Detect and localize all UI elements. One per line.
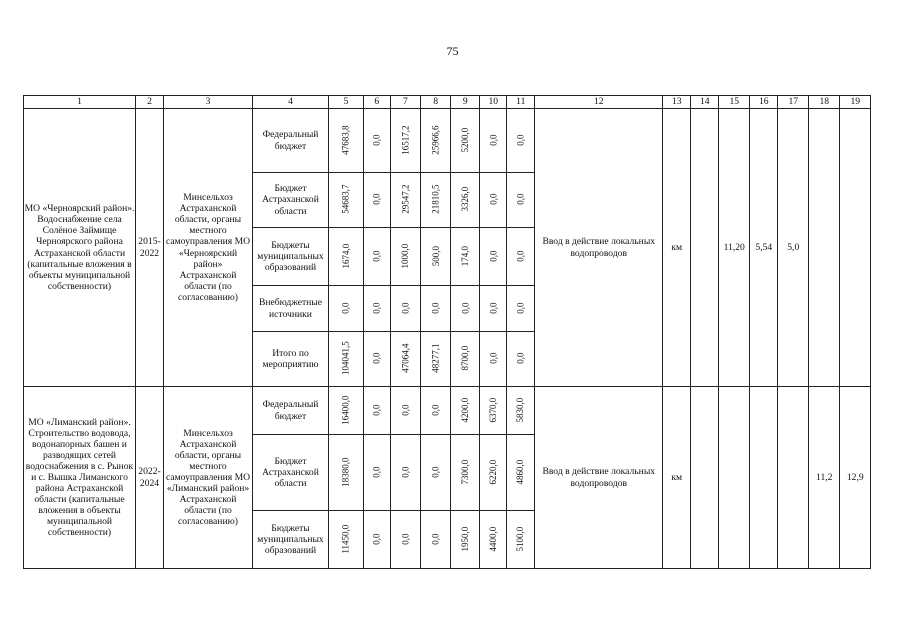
funding-source: Бюджет Астраханской области (253, 173, 329, 228)
funding-value: 4400,0 (488, 526, 499, 552)
funding-value: 0,0 (400, 533, 411, 545)
funding-value-cell (480, 511, 507, 569)
funding-value: 0,0 (515, 194, 526, 206)
funding-value: 18380,0 (340, 457, 351, 487)
funding-value: 0,0 (515, 353, 526, 365)
indicator-unit: км (663, 109, 691, 387)
header-cell: 8 (421, 96, 451, 109)
indicator-value-c16: 5,54 (750, 109, 778, 387)
indicator-name: Ввод в действие локальных водопроводов (535, 109, 663, 387)
funding-value-cell (480, 109, 507, 173)
header-cell: 10 (480, 96, 507, 109)
funding-value: 47064,4 (400, 344, 411, 374)
header-cell: 11 (507, 96, 535, 109)
funding-value: 0,0 (488, 302, 499, 314)
funding-source: Федеральный бюджет (253, 387, 329, 435)
funding-value-cell (451, 228, 480, 286)
funding-value: 21810,5 (430, 185, 441, 215)
funding-value-cell (390, 387, 420, 435)
funding-value-cell (421, 332, 451, 387)
header-cell: 3 (164, 96, 253, 109)
funding-value: 3326,0 (460, 187, 471, 213)
measure-description: МО «Лиманский район». Строительство водовода, водонапорных башен и разводящих сетей водоснабжения в с. Рынок и с. Вышка Лиманского района Астраханской области (капитальные вложения в объекты муниципальной собственности) (24, 387, 136, 569)
funding-value: 6220,0 (488, 459, 499, 485)
funding-value-cell (451, 286, 480, 332)
funding-value-cell (363, 387, 390, 435)
funding-value: 174,0 (460, 246, 471, 267)
funding-value: 0,0 (400, 404, 411, 416)
funding-value: 0,0 (488, 250, 499, 262)
funding-value-cell (480, 387, 507, 435)
funding-value: 7300,0 (460, 459, 471, 485)
funding-source: Бюджеты муниципальных образований (253, 511, 329, 569)
indicator-value-c17: 5,0 (778, 109, 809, 387)
funding-value-cell (363, 332, 390, 387)
indicator-value-c14 (691, 109, 719, 387)
funding-value-cell (390, 173, 420, 228)
funding-value-cell (507, 228, 535, 286)
indicator-value-c18: 11,2 (809, 387, 840, 569)
funding-value-cell (390, 435, 420, 511)
funding-value: 0,0 (488, 194, 499, 206)
indicator-value-c19 (840, 109, 871, 387)
funding-value-cell (390, 511, 420, 569)
funding-value-cell (329, 173, 364, 228)
funding-value-cell (329, 109, 364, 173)
measure-executor: Минсельхоз Астраханской области, органы местного самоуправления МО «Лиманский район» Астраханской области (по согласованию) (164, 387, 253, 569)
header-cell: 14 (691, 96, 719, 109)
indicator-value-c15: 11,20 (719, 109, 750, 387)
funding-value: 5200,0 (460, 127, 471, 153)
funding-value-cell (390, 228, 420, 286)
funding-value-cell (421, 109, 451, 173)
funding-value: 16517,2 (400, 125, 411, 155)
funding-source: Бюджет Астраханской области (253, 435, 329, 511)
measure-period: 2022-2024 (136, 387, 164, 569)
funding-value: 11450,0 (340, 524, 351, 554)
funding-value-cell (363, 109, 390, 173)
funding-value: 6370,0 (488, 397, 499, 423)
page-number: 75 (446, 44, 459, 58)
funding-value: 0,0 (371, 194, 382, 206)
funding-value-cell (507, 173, 535, 228)
funding-value: 0,0 (400, 302, 411, 314)
funding-value: 0,0 (460, 302, 471, 314)
funding-value-cell (421, 511, 451, 569)
funding-value: 29547,2 (400, 185, 411, 215)
measure-period: 2015-2022 (136, 109, 164, 387)
funding-value-cell (363, 173, 390, 228)
funding-value-cell (329, 228, 364, 286)
funding-value: 0,0 (340, 302, 351, 314)
funding-value-cell (421, 173, 451, 228)
table-row (24, 387, 871, 435)
indicator-value-c17 (778, 387, 809, 569)
funding-value: 5100,0 (515, 526, 526, 552)
funding-value: 5830,0 (515, 397, 526, 423)
header-cell: 18 (809, 96, 840, 109)
funding-value-cell (451, 387, 480, 435)
funding-source: Внебюджетные источники (253, 286, 329, 332)
header-cell: 9 (451, 96, 480, 109)
funding-value: 48277,1 (430, 344, 441, 374)
funding-value-cell (507, 109, 535, 173)
header-cell: 16 (750, 96, 778, 109)
funding-value-cell (421, 228, 451, 286)
funding-value-cell (507, 286, 535, 332)
funding-value-cell (363, 286, 390, 332)
funding-value-cell (480, 286, 507, 332)
funding-value-cell (329, 332, 364, 387)
funding-value: 0,0 (430, 404, 441, 416)
funding-value: 0,0 (515, 250, 526, 262)
funding-value: 25966,6 (430, 125, 441, 155)
funding-value-cell (507, 435, 535, 511)
funding-value-cell (390, 286, 420, 332)
funding-value: 0,0 (371, 250, 382, 262)
indicator-value-c14 (691, 387, 719, 569)
header-cell: 6 (363, 96, 390, 109)
funding-value: 4860,0 (515, 459, 526, 485)
program-table (23, 95, 871, 569)
funding-value-cell (363, 435, 390, 511)
funding-value: 16400,0 (340, 395, 351, 425)
indicator-unit: км (663, 387, 691, 569)
funding-value: 0,0 (371, 404, 382, 416)
indicator-value-c18 (809, 109, 840, 387)
indicator-value-c16 (750, 387, 778, 569)
funding-value-cell (421, 435, 451, 511)
funding-value-cell (390, 332, 420, 387)
funding-source: Федеральный бюджет (253, 109, 329, 173)
measure-executor: Минсельхоз Астраханской области, органы местного самоуправления МО «Черноярский район» Астраханской области (по согласованию) (164, 109, 253, 387)
header-cell: 17 (778, 96, 809, 109)
funding-value: 0,0 (488, 353, 499, 365)
funding-value-cell (507, 332, 535, 387)
funding-value: 0,0 (400, 466, 411, 478)
funding-value-cell (390, 109, 420, 173)
header-cell: 7 (390, 96, 420, 109)
funding-value: 0,0 (430, 533, 441, 545)
funding-value: 0,0 (430, 302, 441, 314)
funding-value-cell (451, 173, 480, 228)
funding-value: 0,0 (515, 302, 526, 314)
funding-value: 54683,7 (340, 185, 351, 215)
funding-value: 0,0 (430, 466, 441, 478)
funding-value: 0,0 (371, 466, 382, 478)
funding-value: 8700,0 (460, 346, 471, 372)
funding-value: 0,0 (371, 533, 382, 545)
header-cell: 15 (719, 96, 750, 109)
header-cell: 12 (535, 96, 663, 109)
funding-value-cell (451, 109, 480, 173)
funding-value-cell (480, 435, 507, 511)
funding-value-cell (507, 511, 535, 569)
indicator-value-c19: 12,9 (840, 387, 871, 569)
funding-value: 0,0 (371, 134, 382, 146)
header-cell: 2 (136, 96, 164, 109)
funding-value-cell (507, 387, 535, 435)
header-cell: 19 (840, 96, 871, 109)
header-row (24, 96, 871, 109)
funding-value: 4200,0 (460, 397, 471, 423)
measure-description: МО «Черноярский район». Водоснабжение села Солёное Займище Черноярского района Астраханской области (капитальные вложения в объекты муниципальной собственности) (24, 109, 136, 387)
funding-source: Итого по мероприятию (253, 332, 329, 387)
funding-value-cell (421, 387, 451, 435)
funding-value-cell (451, 511, 480, 569)
funding-value-cell (480, 332, 507, 387)
funding-value: 104041,5 (340, 341, 351, 376)
funding-value: 0,0 (371, 353, 382, 365)
funding-value-cell (480, 228, 507, 286)
header-cell: 4 (253, 96, 329, 109)
funding-value: 500,0 (430, 246, 441, 267)
funding-value: 47683,8 (340, 125, 351, 155)
indicator-name: Ввод в действие локальных водопроводов (535, 387, 663, 569)
funding-value: 1000,0 (400, 243, 411, 269)
header-cell: 13 (663, 96, 691, 109)
funding-value-cell (363, 228, 390, 286)
funding-value-cell (329, 286, 364, 332)
funding-value-cell (329, 511, 364, 569)
header-cell: 1 (24, 96, 136, 109)
indicator-value-c15 (719, 387, 750, 569)
funding-value-cell (480, 173, 507, 228)
table-row (24, 109, 871, 173)
funding-value-cell (421, 286, 451, 332)
funding-value-cell (451, 332, 480, 387)
funding-value-cell (329, 387, 364, 435)
funding-value-cell (363, 511, 390, 569)
funding-value: 0,0 (515, 134, 526, 146)
funding-source: Бюджеты муниципальных образований (253, 228, 329, 286)
funding-value: 0,0 (371, 302, 382, 314)
funding-value: 1674,0 (340, 243, 351, 269)
funding-value: 0,0 (488, 134, 499, 146)
header-cell: 5 (329, 96, 364, 109)
funding-value-cell (451, 435, 480, 511)
funding-value: 1950,0 (460, 526, 471, 552)
funding-value-cell (329, 435, 364, 511)
